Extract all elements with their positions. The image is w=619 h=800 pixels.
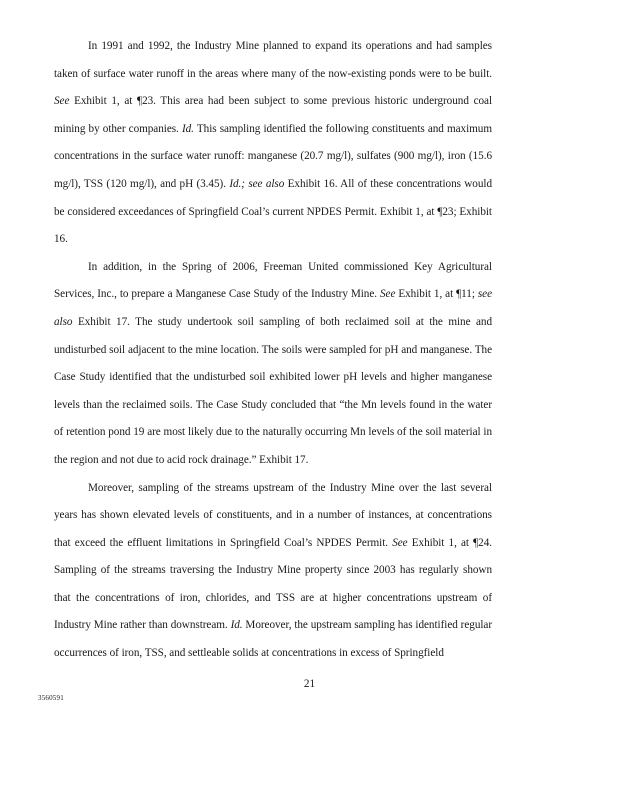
text-run: Exhibit 1, at ¶24. Sampling of the streams traversing the Industry Mine property since 2003 has regularly shown that the concentrations of iron, chlorides, and TSS are at higher concentrations upstream of Industry Mine rather than downstream. [54,536,492,632]
text-run: Exhibit 16. All of these concentrations would be considered exceedances of Springfield Coal’s current NPDES Permit. Exhibit 1, at ¶23; Exhibit 16. [54,177,492,246]
text-run: Moreover, sampling of the streams upstream of the Industry Mine over the last several years has shown elevated levels of constituents, and in a number of instances, at concentrations that exceed the effluent limitations in Springfield Coal’s NPDES Permit. [54,481,492,549]
italic-citation-signal: See [380,288,396,301]
document-body [54,33,492,668]
italic-citation-signal: see also [54,288,493,328]
italic-citation-signal: See [54,95,70,108]
text-run: This sampling identified the following constituents and maximum concentrations in the surface water runoff: manganese (20.7 mg/l), sulfates (900 mg/l), iron (15.6 mg/l), TSS (120 mg/l), and pH (3.45). [54,122,492,190]
paragraph-1 [54,33,492,254]
paragraph-3 [54,475,492,668]
italic-citation-signal: Id. [230,619,243,632]
text-run: In addition, in the Spring of 2006, Freeman United commissioned Key Agricultural Services, Inc., to prepare a Manganese Case Study of the Industry Mine. [54,260,492,301]
italic-citation-signal: Id. [181,122,194,135]
document-id: 3560591 [38,694,64,702]
italic-citation-signal: Id.; see also [229,177,285,190]
paragraph-2 [54,254,492,475]
text-run: Exhibit 17. The study undertook soil sampling of both reclaimed soil at the mine and undisturbed soil adjacent to the mine location. The soils were sampled for pH and manganese. The Case Study identified that the undisturbed soil exhibited lower pH levels and higher manganese levels than the reclaimed soils. The Case Study concluded that “the Mn levels found in the water of retention pond 19 are most likely due to the naturally occurring Mn levels of the soil material in the region and not due to acid rock drainage.” Exhibit 17. [54,315,492,466]
italic-citation-signal: See [392,536,408,549]
text-run: Moreover, the upstream sampling has identified regular occurrences of iron, TSS, and settleable solids at concentrations in excess of Springfield [54,619,493,660]
page-number: 21 [303,678,316,690]
text-run: Exhibit 1, at ¶11; [395,288,478,301]
text-run: Exhibit 1, at ¶23. This area had been subject to some previous historic underground coal mining by other companies. [54,95,492,135]
text-run: In 1991 and 1992, the Industry Mine planned to expand its operations and had samples taken of surface water runoff in the areas where many of the now-existing ponds were to be built. [54,40,492,80]
